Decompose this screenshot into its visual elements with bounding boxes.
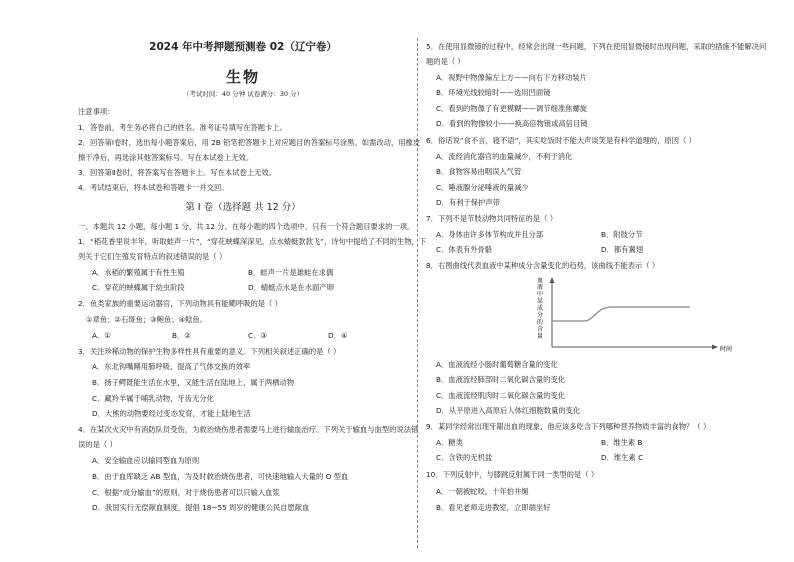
option-b[interactable]: B．环境光线较暗时——选用凹面镜 [436,88,551,97]
option-b[interactable]: B．血液流经肺部时二氧化碳含量的变化 [436,375,566,384]
option-a[interactable]: A．一朝被蛇咬，十年怕井绳 [436,487,529,496]
option-b[interactable]: B．维生素 B [601,438,643,447]
option-c[interactable]: C．穿花的蛱蝶属于幼虫阶段 [92,283,185,292]
option-b[interactable]: B．蛙声一片是雄蛙在求偶 [248,268,334,277]
option-b[interactable]: B．附肢分节 [601,230,643,239]
left-column [78,0,427,562]
note-item: 1．答卷前，考生务必将自己的姓名、准考证号填写在答题卡上。 [78,123,287,132]
option-a[interactable]: A．安全输血应以输同型血为原则 [92,456,200,465]
option-a[interactable]: A．视野中物像偏左上方——向右下方移动装片 [436,73,587,82]
option-c[interactable]: C．③ [248,331,267,340]
option-a[interactable]: A．水稻的繁殖属于有性生殖 [92,268,185,277]
note-item: 4．考试结束后，将本试卷和答题卡一并交回。 [78,183,229,192]
concentration-curve-chart [522,277,742,355]
section-title: 第 Ⅰ 卷（选择题 共 12 分） [185,202,301,213]
question-stem: 1．“稻花香里说丰年，听取蛙声一片”，“穿花蛱蝶深深见，点水蜻蜓款款飞”，诗句中提给了不同的生物，下 [78,237,427,246]
option-c[interactable]: C．看到的物像了有更模糊——调节细准焦螺旋 [436,104,588,113]
option-d[interactable]: D．④ [328,331,348,340]
option-b[interactable]: B．② [172,331,191,340]
question-stem: 4．在某次火灾中有消防队员受伤，为救治烧伤患者需要马上进行输血治疗。下列关于输血与血型的说法错 [78,425,419,434]
option-a[interactable]: A．东北钩嘴鳝用肺呼吸，提高了气体交换的效率 [92,362,251,371]
option-c[interactable]: C．血液流经肌肉时二氧化碳含量的变化 [436,391,566,400]
exam-subject: 生物 [225,68,260,86]
option-d[interactable]: D．大熊的动物要经过变态发育，才能上陆地生活 [92,409,251,418]
y-axis-arrow [550,277,555,283]
option-a[interactable]: A．血液流经小肠时葡萄糖含量的变化 [436,360,558,369]
option-d[interactable]: D．蜻蜓点水是在水面产卵 [248,283,334,292]
question-stem: 误的是（ ） [78,440,117,449]
option-c[interactable]: C．根据“成分输血”的原则，对于烧伤患者可以只输入血浆 [92,488,280,497]
right-column [426,0,766,562]
section-instruction: 一、本题共 12 小题，每小题 1 分，共 12 分。在每小题的四个选项中，只有一个符合题目要求的一项。 [78,222,415,231]
notes-heading: 注意事项： [78,107,115,116]
question-stem: 5．在使用显微镜的过程中，经常会出现一些问题，下列在使用显微镜时出现问题，采取的措施不能解决问 [426,42,767,51]
x-axis-arrow [712,345,718,350]
column-divider [417,38,418,548]
question-extra: ①章鱼；②石斑鱼；③鲍鱼；④鲶鱼。 [86,315,208,324]
option-d[interactable]: D．维生素 C [601,453,644,462]
note-item: 2．回答第Ⅰ卷时，选出每小题答案后，用 2B 铅笔把答题卡上对应题目的答案标号涂黑。如需改动，用橡皮 [78,138,421,147]
note-item: 3．回答第Ⅱ卷时，将答案写在答题卡上。写在本试卷上无效。 [78,168,276,177]
option-c[interactable]: C．唾液腺分泌唾液的量减少 [436,183,529,192]
exam-info: （考试时间：40 分钟 试卷满分：30 分） [182,90,304,98]
option-b[interactable]: B．看见老师走进教室，立即端坐好 [436,503,551,512]
option-a[interactable]: A．糖类 [436,438,463,447]
option-c[interactable]: C．体表有外骨骼 [436,245,493,254]
option-a[interactable]: A．流经消化器官的血量减少，不利于消化 [436,152,573,161]
question-stem: 题的是（ ） [426,57,465,66]
option-c[interactable]: C．藏羚羊属于哺乳动物，牙齿无分化 [92,394,214,403]
option-b[interactable]: B．由于血库缺乏 AB 型血，为及时救治烧伤患者，可快速地输入大量的 O 型血 [92,472,349,481]
question-stem: 8．右图曲线代表血液中某种成分含量变化的趋势，该曲线不能表示（ ） [426,261,660,270]
question-stem: 列关于它们生殖发育特点的叙述错误的是（ ） [78,252,227,261]
option-c[interactable]: C．含铁的无机盐 [436,453,493,462]
question-stem: 6．俗话说“食不言，寝不语”，其实吃饭时不能大声谈笑是有科学道理的，原因（ ） [426,136,696,145]
note-item: 擦干净后，再选涂其他答案标号。写在本试卷上无效。 [78,153,254,162]
question-stem: 10．下列反射中，与膝跳反射属于同一类型的是（ ） [426,470,599,479]
chart-ylabel: 血液中某成分的含量 [537,277,544,340]
option-d[interactable]: D．有利于保护声带 [436,198,500,207]
option-d[interactable]: D．从平原进入高原后人体红细胞数量的变化 [436,406,581,415]
question-stem: 7．下列不是节肢动物共同特征的是（ ） [426,214,558,223]
question-stem: 2．鱼类家族的重要运动器官，下列动物具有能鳃呼吸的是（ ） [78,299,282,308]
question-stem: 3．关注珍稀动物的保护生物多样性具有重要的意义。下列相关叙述正确的是（ ） [78,347,341,356]
option-d[interactable]: D．都有翼翅 [601,245,644,254]
question-stem: 9．某同学经常出现牙龈出血的现象，他应该多吃含下列哪种营养物质丰富的食物？（ ） [426,422,711,431]
trend-curve [552,307,690,321]
option-b[interactable]: B．扬子鳄既能生活在水里，又能生活在陆地上，属于两栖动物 [92,378,295,387]
option-d[interactable]: D．我国实行无偿献血制度，提倡 18~55 周岁的健康公民自愿献血 [92,503,310,512]
option-a[interactable]: A．身体由许多体节构成并且分部 [436,230,544,239]
option-d[interactable]: D．看到的物像较小——换高倍物镜或高倍目镜 [436,119,588,128]
chart-xlabel: 时间 [720,346,733,353]
option-b[interactable]: B．食物容易由咽误入气管 [436,167,522,176]
option-a[interactable]: A．① [92,331,111,340]
exam-title: 2024 年中考押题预测卷 02（辽宁卷） [149,41,337,53]
